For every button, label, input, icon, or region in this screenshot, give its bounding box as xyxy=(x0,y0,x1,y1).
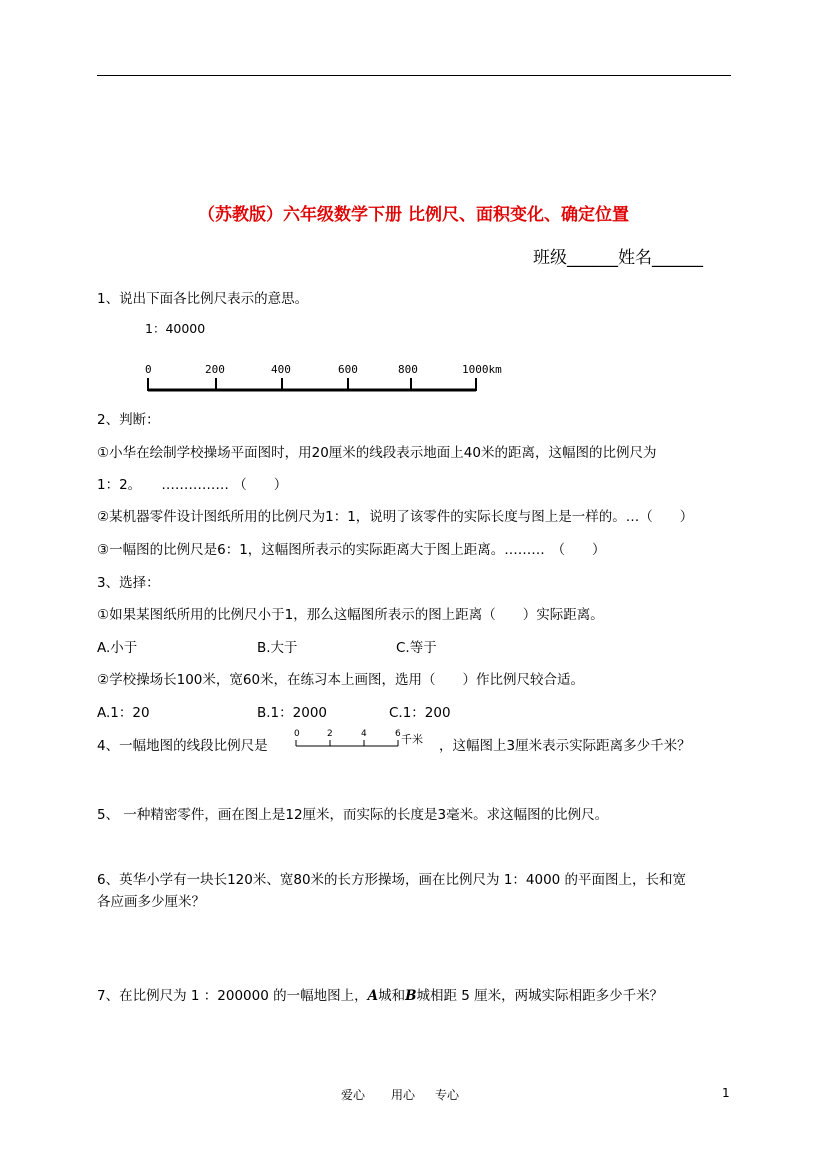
q2-item1-line2: 1：2。 …………… （ ） xyxy=(97,477,288,493)
q3-item1-option-b: B.大于 xyxy=(257,640,298,656)
q1-scale-line xyxy=(146,376,478,394)
q4-before: 4、一幅地图的线段比例尺是 xyxy=(97,738,268,754)
q3-item1: ①如果某图纸所用的比例尺小于1，那么这幅图所表示的图上距离（ ）实际距离。 xyxy=(97,607,604,623)
q4-unit: 千米 xyxy=(401,733,423,746)
q4-tick-label: 6 xyxy=(395,729,401,739)
q4-tick-label: 2 xyxy=(327,729,333,739)
q7-text xyxy=(97,984,663,1004)
page-number: 1 xyxy=(722,1086,730,1100)
q1-text: 1、说出下面各比例尺表示的意思。 xyxy=(97,291,309,307)
q1-tick-label: 200 xyxy=(205,363,225,376)
q1-tick-label: 1000km xyxy=(462,363,502,376)
q6-line2: 各应画多少厘米？ xyxy=(97,894,205,910)
q7-city-b: B xyxy=(405,988,417,1004)
q2-item2: ②某机器零件设计图纸所用的比例尺为1：1，说明了该零件的实际长度与图上是一样的。…（ ） xyxy=(97,509,694,525)
q4-tick-label: 4 xyxy=(361,729,367,739)
q4-tick-label: 0 xyxy=(294,729,300,739)
q1-tick-label: 800 xyxy=(398,363,418,376)
q7-part3: 城相距 5 厘米，两城实际相距多少千米？ xyxy=(416,988,664,1004)
q7-city-a: A xyxy=(367,988,379,1004)
q2-item1-line1: ①小华在绘制学校操场平面图时，用20厘米的线段表示地面上40米的距离，这幅图的比例尺为 xyxy=(97,445,657,461)
footer-item: 专心 xyxy=(435,1088,460,1102)
q3-item1-option-a: A.小于 xyxy=(97,640,138,656)
q3-item2-option-a: A.1：20 xyxy=(97,705,150,721)
footer-item: 爱心 xyxy=(341,1088,366,1102)
q3-item1-option-c: C.等于 xyxy=(396,640,437,656)
header-rule xyxy=(97,75,731,76)
q3-heading: 3、选择： xyxy=(97,575,160,591)
q4-scale-line xyxy=(295,738,401,748)
q6-line1: 6、英华小学有一块长120米、宽80米的长方形操场，画在比例尺为 1：4000 的平面图上，长和宽 xyxy=(97,872,687,888)
q7-part2: 城和 xyxy=(378,988,406,1004)
q3-item2-option-c: C.1：200 xyxy=(389,705,451,721)
page-title: （苏教版）六年级数学下册 比例尺、面积变化、确定位置 xyxy=(198,205,629,225)
q1-tick-label: 0 xyxy=(145,363,152,376)
q2-heading: 2、判断： xyxy=(97,412,160,428)
q3-item2-option-b: B.1：2000 xyxy=(257,705,327,721)
class-name-line: 班级______姓名______ xyxy=(533,248,703,268)
q1-tick-label: 400 xyxy=(271,363,291,376)
q1-tick-label: 600 xyxy=(338,363,358,376)
q3-item2: ②学校操场长100米，宽60米，在练习本上画图，选用（ ）作比例尺较合适。 xyxy=(97,672,585,688)
q5-text: 5、 一种精密零件，画在图上是12厘米，而实际的长度是3毫米。求这幅图的比例尺。 xyxy=(97,807,609,823)
footer-item: 用心 xyxy=(391,1088,416,1102)
q4-after: ，这幅图上3厘米表示实际距离多少千米？ xyxy=(439,738,691,754)
q1-ratio: 1：40000 xyxy=(145,321,206,336)
q2-item3: ③一幅图的比例尺是6：1，这幅图所表示的实际距离大于图上距离。……… （ ） xyxy=(97,542,606,558)
q7-part1: 7、在比例尺为 1 ：200000 的一幅地图上， xyxy=(97,988,368,1004)
